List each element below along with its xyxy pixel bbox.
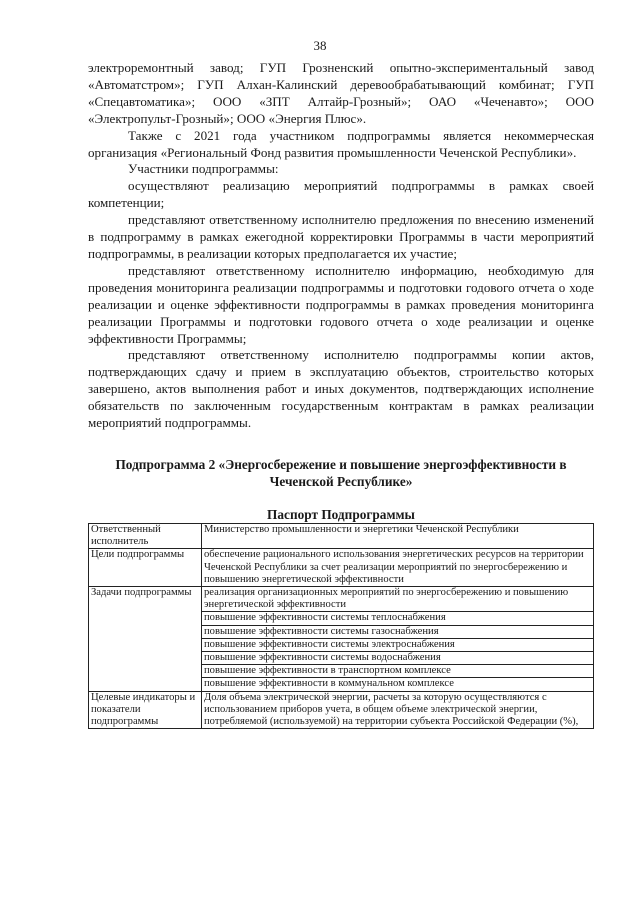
- table-row: [89, 549, 594, 587]
- task-item: повышение эффективности в транспортном комплексе: [202, 665, 594, 678]
- task-item: повышение эффективности системы газоснабжения: [202, 625, 594, 638]
- table-row: [89, 691, 594, 729]
- paragraph-fund: Также с 2021 года участником подпрограммы является некоммерческая организация «Региональный Фонд развития промышленности Чеченской Республики».: [88, 127, 594, 160]
- paragraph-participants-heading: Участники подпрограммы:: [128, 161, 279, 177]
- table-row: [89, 523, 594, 548]
- task-item: повышение эффективности системы теплоснабжения: [202, 612, 594, 625]
- task-item: реализация организационных мероприятий по энергосбережению и повышению энергетической эффективности: [202, 586, 594, 611]
- goals-value: обеспечение рационального использования энергетических ресурсов на территории Чеченской Республики за счет реализации мероприятий по энергосбережению и повышению энергетической эффективности: [202, 549, 594, 587]
- passport-title: Паспорт Подпрограммы: [267, 506, 415, 522]
- table-row: [89, 586, 594, 611]
- goals-label: Цели подпрограммы: [89, 549, 202, 587]
- page-number: 38: [313, 38, 327, 53]
- task-item: повышение эффективности в коммунальном комплексе: [202, 678, 594, 691]
- paragraph-information: представляют ответственному исполнителю информацию, необходимую для проведения мониторинга реализации подпрограммы и подготовки годового отчета о ходе реализации и оценке эффективности подпрограммы в рамках проведения мониторинга реализации Программы и подготовки годового отчета о ходе реализации и оценке эффективности Программы;: [88, 262, 594, 346]
- paragraph-acts: представляют ответственному исполнителю подпрограммы копии актов, подтверждающих сдачу и прием в эксплуатацию объектов, строительство которых завершено, актов выполнения работ и иных документов, подтверждающих исполнение обязательств по заключенным государственным контрактам в рамках реализации мероприятий подпрограммы.: [88, 347, 594, 431]
- paragraph-proposals: представляют ответственному исполнителю предложения по внесению изменений в подпрограмму в рамках ежегодной корректировки Программы в части мероприятий подпрограммы, в реализации которых предполагается их участие;: [88, 212, 594, 261]
- responsible-value: Министерство промышленности и энергетики Чеченской Республики: [202, 523, 594, 548]
- paragraph-competence: осуществляют реализацию мероприятий подпрограммы в рамках своей компетенции;: [88, 178, 594, 211]
- document-body: [88, 60, 594, 729]
- responsible-label: Ответственный исполнитель: [89, 523, 202, 548]
- indicators-value: Доля объема электрической энергии, расчеты за которую осуществляются с использованием приборов учета, в общем объеме электрической энергии, потребляемой (используемой) на территории субъекта Российской Федерации (%),: [202, 691, 594, 729]
- paragraph-enterprises: электроремонтный завод; ГУП Грозненский опытно-экспериментальный завод «Автоматстром»; ГУП Алхан-Калинский деревообрабатывающий комбинат; ГУП «Спецавтоматика»; ООО «ЗПТ Алтайр-Грозный»; ОАО «Чеченавто»; ООО «Электропульт-Грозный»; ООО «Энергия Плюс».: [88, 60, 594, 126]
- indicators-label: Целевые индикаторы и показатели подпрограммы: [89, 691, 202, 729]
- task-item: повышение эффективности системы водоснабжения: [202, 651, 594, 664]
- section-title: Подпрограмма 2 «Энергосбережение и повышение энергоэффективности в Чеченской Республике»: [115, 456, 567, 489]
- task-item: повышение эффективности системы электроснабжения: [202, 638, 594, 651]
- passport-table: [88, 523, 594, 729]
- tasks-label: Задачи подпрограммы: [89, 586, 202, 691]
